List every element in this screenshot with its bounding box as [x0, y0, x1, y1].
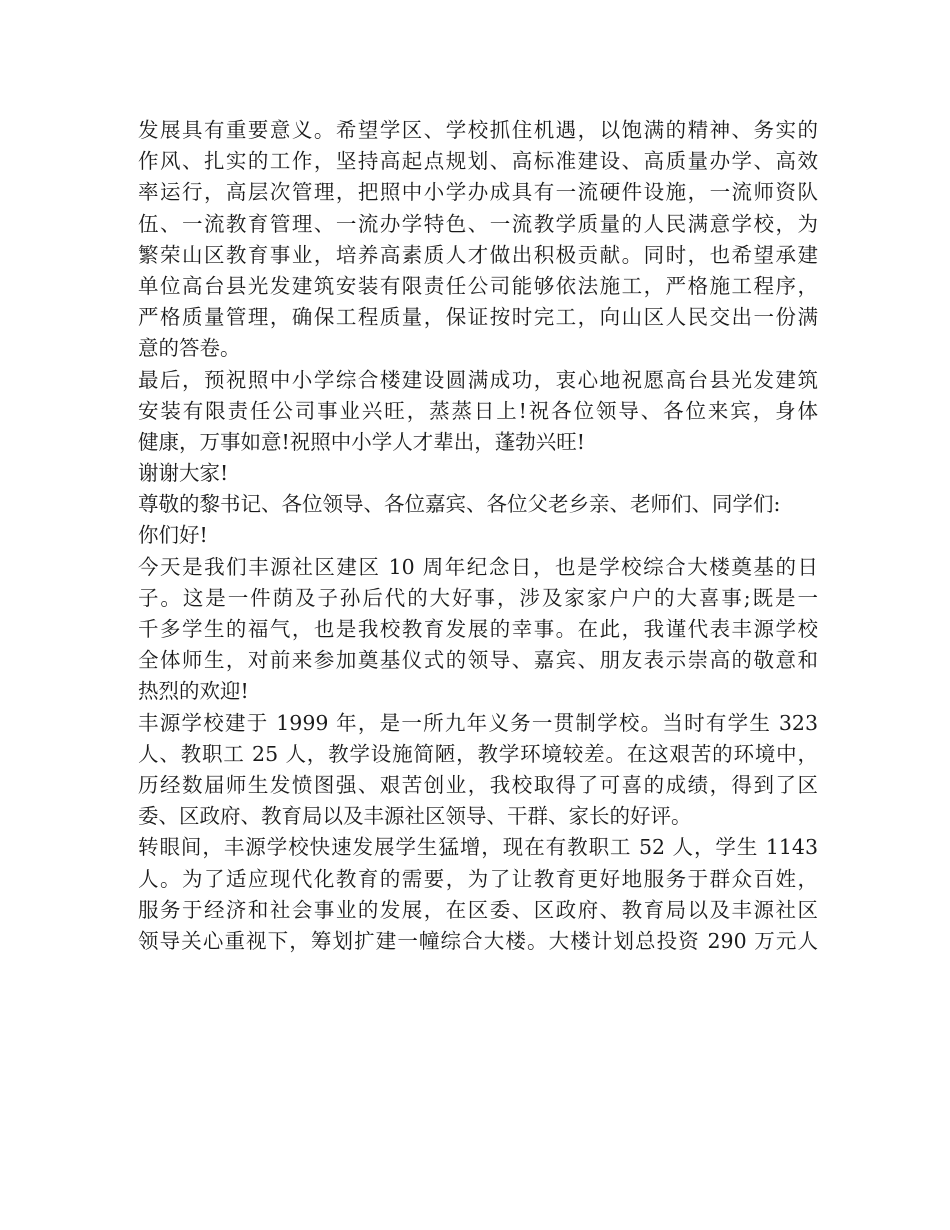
- text-line: 健康，万事如意!祝照中小学人才辈出，蓬勃兴旺!: [138, 429, 585, 454]
- text-line: 人、教职工 25 人，教学设施简陋，教学环境较差。在这艰苦的环境中，: [138, 741, 818, 766]
- text-line: 领导关心重视下，筹划扩建一幢综合大楼。大楼计划总投资 290 万元人: [138, 928, 818, 953]
- text-line: 你们好!: [138, 523, 208, 548]
- text-line: 单位高台县光发建筑安装有限责任公司能够依法施工，严格施工程序，: [138, 273, 818, 298]
- text-line: 繁荣山区教育事业，培养高素质人才做出积极贡献。同时，也希望承建: [138, 242, 818, 267]
- text-line: 安装有限责任公司事业兴旺，蒸蒸日上!祝各位领导、各位来宾，身体: [138, 398, 818, 423]
- text-line: 率运行，高层次管理，把照中小学办成具有一流硬件设施，一流师资队: [138, 180, 818, 205]
- text-line: 转眼间，丰源学校快速发展学生猛增，现在有教职工 52 人，学生 1143: [138, 835, 818, 860]
- text-line: 尊敬的黎书记、各位领导、各位嘉宾、各位父老乡亲、老师们、同学们:: [138, 492, 781, 517]
- text-line: 丰源学校建于 1999 年，是一所九年义务一贯制学校。当时有学生 323: [138, 710, 818, 735]
- text-line: 伍、一流教育管理、一流办学特色、一流教学质量的人民满意学校，为: [138, 211, 818, 236]
- text-line: 谢谢大家!: [138, 461, 229, 486]
- text-line: 全体师生，对前来参加奠基仪式的领导、嘉宾、朋友表示崇高的敬意和: [138, 648, 818, 673]
- text-line: 最后，预祝照中小学综合楼建设圆满成功，衷心地祝愿高台县光发建筑: [138, 367, 818, 392]
- text-line: 历经数届师生发愤图强、艰苦创业，我校取得了可喜的成绩，得到了区: [138, 772, 818, 797]
- text-line: 子。这是一件荫及子孙后代的大好事，涉及家家户户的大喜事;既是一: [138, 585, 818, 610]
- text-line: 严格质量管理，确保工程质量，保证按时完工，向山区人民交出一份满: [138, 305, 818, 330]
- text-line: 委、区政府、教育局以及丰源社区领导、干群、家长的好评。: [138, 804, 692, 829]
- document-body: [138, 115, 818, 957]
- text-line: 意的答卷。: [138, 336, 241, 361]
- text-line: 作风、扎实的工作，坚持高起点规划、高标准建设、高质量办学、高效: [138, 149, 818, 174]
- text-line: 发展具有重要意义。希望学区、学校抓住机遇，以饱满的精神、务实的: [138, 118, 818, 142]
- text-line: 人。为了适应现代化教育的需要，为了让教育更好地服务于群众百姓，: [138, 866, 818, 891]
- text-line: 服务于经济和社会事业的发展，在区委、区政府、教育局以及丰源社区: [138, 897, 818, 922]
- text-line: 热烈的欢迎!: [138, 679, 249, 704]
- text-line: 千多学生的福气，也是我校教育发展的幸事。在此，我谨代表丰源学校: [138, 617, 818, 641]
- text-line: 今天是我们丰源社区建区 10 周年纪念日，也是学校综合大楼奠基的日: [138, 554, 818, 579]
